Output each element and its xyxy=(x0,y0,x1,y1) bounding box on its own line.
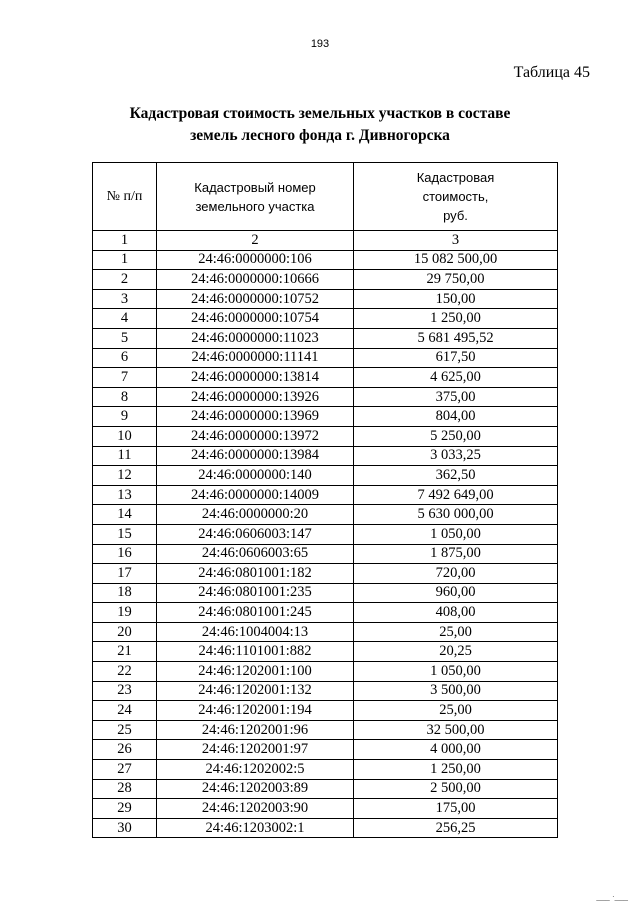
header-cadastral-number: Кадастровый номер земельного участка xyxy=(157,163,354,231)
table-row xyxy=(93,720,558,740)
cadastral-value-cell: 25,00 xyxy=(354,622,558,642)
cadastral-value-cell: 2 500,00 xyxy=(354,779,558,799)
cadastral-number-cell: 24:46:0801001:182 xyxy=(157,564,354,584)
cadastral-number-cell: 24:46:0000000:20 xyxy=(157,505,354,525)
table-row xyxy=(93,270,558,290)
row-number-cell: 23 xyxy=(93,681,157,701)
table-row xyxy=(93,387,558,407)
cadastral-value-cell: 29 750,00 xyxy=(354,270,558,290)
title-line-1: Кадастровая стоимость земельных участков в составе xyxy=(129,105,511,122)
table-row xyxy=(93,505,558,525)
row-number-cell: 20 xyxy=(93,622,157,642)
header-cadastral-value: Кадастровая стоимость, руб. xyxy=(354,163,558,231)
cadastral-value-cell: 1 250,00 xyxy=(354,309,558,329)
table-label: Таблица 45 xyxy=(513,64,590,81)
row-number-cell: 16 xyxy=(93,544,157,564)
row-number-cell: 13 xyxy=(93,485,157,505)
cadastral-value-cell: 960,00 xyxy=(354,583,558,603)
scan-mark: ___ ·___ xyxy=(596,892,628,901)
cadastral-number-cell: 24:46:0000000:140 xyxy=(157,466,354,486)
table-row xyxy=(93,583,558,603)
cadastral-number-cell: 24:46:1101001:882 xyxy=(157,642,354,662)
row-number-cell: 26 xyxy=(93,740,157,760)
cadastral-number-cell: 24:46:0000000:10754 xyxy=(157,309,354,329)
cadastral-value-cell: 720,00 xyxy=(354,564,558,584)
column-number: 2 xyxy=(157,231,354,251)
column-number: 3 xyxy=(354,231,558,251)
cadastral-number-cell: 24:46:1202001:96 xyxy=(157,720,354,740)
table-row xyxy=(93,309,558,329)
table-row xyxy=(93,250,558,270)
cadastral-value-cell: 3 033,25 xyxy=(354,446,558,466)
cadastral-value-cell: 7 492 649,00 xyxy=(354,485,558,505)
cadastral-value-cell: 375,00 xyxy=(354,387,558,407)
row-number-cell: 24 xyxy=(93,701,157,721)
cadastral-value-cell: 256,25 xyxy=(354,818,558,838)
cadastral-number-cell: 24:46:0000000:13972 xyxy=(157,426,354,446)
cadastral-number-cell: 24:46:0606003:65 xyxy=(157,544,354,564)
table-row xyxy=(93,622,558,642)
cadastral-value-cell: 5 630 000,00 xyxy=(354,505,558,525)
row-number-cell: 6 xyxy=(93,348,157,368)
row-number-cell: 3 xyxy=(93,289,157,309)
table-row xyxy=(93,642,558,662)
row-number-cell: 14 xyxy=(93,505,157,525)
cadastral-value-cell: 1 250,00 xyxy=(354,760,558,780)
cadastral-number-cell: 24:46:0801001:245 xyxy=(157,603,354,623)
row-number-cell: 21 xyxy=(93,642,157,662)
cadastral-number-cell: 24:46:1203002:1 xyxy=(157,818,354,838)
cadastral-number-cell: 24:46:0000000:10666 xyxy=(157,270,354,290)
table-row xyxy=(93,407,558,427)
row-number-cell: 19 xyxy=(93,603,157,623)
cadastral-value-cell: 1 050,00 xyxy=(354,662,558,682)
table-row xyxy=(93,662,558,682)
table-row xyxy=(93,779,558,799)
cadastral-number-cell: 24:46:0000000:13984 xyxy=(157,446,354,466)
table-row xyxy=(93,485,558,505)
row-number-cell: 30 xyxy=(93,818,157,838)
cadastral-value-cell: 5 250,00 xyxy=(354,426,558,446)
cadastral-number-cell: 24:46:1202002:5 xyxy=(157,760,354,780)
table-row xyxy=(93,701,558,721)
row-number-cell: 9 xyxy=(93,407,157,427)
table-row xyxy=(93,603,558,623)
header-number: № п/п xyxy=(93,163,157,231)
cadastral-number-cell: 24:46:1202001:194 xyxy=(157,701,354,721)
table-row xyxy=(93,544,558,564)
cadastral-value-cell: 4 625,00 xyxy=(354,368,558,388)
cadastral-value-cell: 5 681 495,52 xyxy=(354,328,558,348)
row-number-cell: 1 xyxy=(93,250,157,270)
table-row xyxy=(93,760,558,780)
row-number-cell: 17 xyxy=(93,564,157,584)
page-number: 193 xyxy=(310,38,330,50)
table-row xyxy=(93,799,558,819)
table-row xyxy=(93,289,558,309)
row-number-cell: 25 xyxy=(93,720,157,740)
table-row xyxy=(93,466,558,486)
table-row xyxy=(93,740,558,760)
row-number-cell: 12 xyxy=(93,466,157,486)
table-row xyxy=(93,368,558,388)
table-row xyxy=(93,426,558,446)
table-row xyxy=(93,564,558,584)
row-number-cell: 5 xyxy=(93,328,157,348)
cadastral-value-cell: 175,00 xyxy=(354,799,558,819)
cadastral-value-cell: 20,25 xyxy=(354,642,558,662)
cadastral-number-cell: 24:46:1202001:132 xyxy=(157,681,354,701)
row-number-cell: 22 xyxy=(93,662,157,682)
cadastral-number-cell: 24:46:0606003:147 xyxy=(157,524,354,544)
cadastral-value-cell: 15 082 500,00 xyxy=(354,250,558,270)
cadastral-number-cell: 24:46:1004004:13 xyxy=(157,622,354,642)
row-number-cell: 7 xyxy=(93,368,157,388)
cadastral-value-cell: 1 050,00 xyxy=(354,524,558,544)
table-row xyxy=(93,818,558,838)
row-number-cell: 4 xyxy=(93,309,157,329)
cadastral-number-cell: 24:46:0000000:14009 xyxy=(157,485,354,505)
table-row xyxy=(93,328,558,348)
cadastral-number-cell: 24:46:0000000:10752 xyxy=(157,289,354,309)
row-number-cell: 28 xyxy=(93,779,157,799)
cadastral-number-cell: 24:46:0000000:11023 xyxy=(157,328,354,348)
row-number-cell: 18 xyxy=(93,583,157,603)
cadastral-value-cell: 408,00 xyxy=(354,603,558,623)
row-number-cell: 29 xyxy=(93,799,157,819)
table-row xyxy=(93,681,558,701)
cadastral-number-cell: 24:46:0000000:11141 xyxy=(157,348,354,368)
cadastral-number-cell: 24:46:0000000:13969 xyxy=(157,407,354,427)
row-number-cell: 2 xyxy=(93,270,157,290)
row-number-cell: 15 xyxy=(93,524,157,544)
cadastral-value-cell: 3 500,00 xyxy=(354,681,558,701)
row-number-cell: 11 xyxy=(93,446,157,466)
document-title xyxy=(0,103,640,147)
row-number-cell: 10 xyxy=(93,426,157,446)
cadastral-number-cell: 24:46:0801001:235 xyxy=(157,583,354,603)
table-row xyxy=(93,446,558,466)
cadastral-value-table xyxy=(92,162,558,838)
column-number-row xyxy=(93,231,558,251)
cadastral-value-cell: 617,50 xyxy=(354,348,558,368)
cadastral-value-cell: 25,00 xyxy=(354,701,558,721)
cadastral-number-cell: 24:46:1202003:89 xyxy=(157,779,354,799)
row-number-cell: 27 xyxy=(93,760,157,780)
table-row xyxy=(93,348,558,368)
cadastral-value-cell: 150,00 xyxy=(354,289,558,309)
cadastral-value-cell: 32 500,00 xyxy=(354,720,558,740)
title-line-2: земель лесного фонда г. Дивногорска xyxy=(190,127,450,144)
cadastral-value-cell: 1 875,00 xyxy=(354,544,558,564)
row-number-cell: 8 xyxy=(93,387,157,407)
cadastral-number-cell: 24:46:0000000:106 xyxy=(157,250,354,270)
cadastral-number-cell: 24:46:1202001:100 xyxy=(157,662,354,682)
table-row xyxy=(93,524,558,544)
cadastral-number-cell: 24:46:1202003:90 xyxy=(157,799,354,819)
cadastral-number-cell: 24:46:0000000:13926 xyxy=(157,387,354,407)
cadastral-number-cell: 24:46:0000000:13814 xyxy=(157,368,354,388)
cadastral-value-cell: 4 000,00 xyxy=(354,740,558,760)
column-number: 1 xyxy=(93,231,157,251)
cadastral-value-cell: 804,00 xyxy=(354,407,558,427)
table-header-row xyxy=(93,163,558,231)
cadastral-value-cell: 362,50 xyxy=(354,466,558,486)
cadastral-number-cell: 24:46:1202001:97 xyxy=(157,740,354,760)
